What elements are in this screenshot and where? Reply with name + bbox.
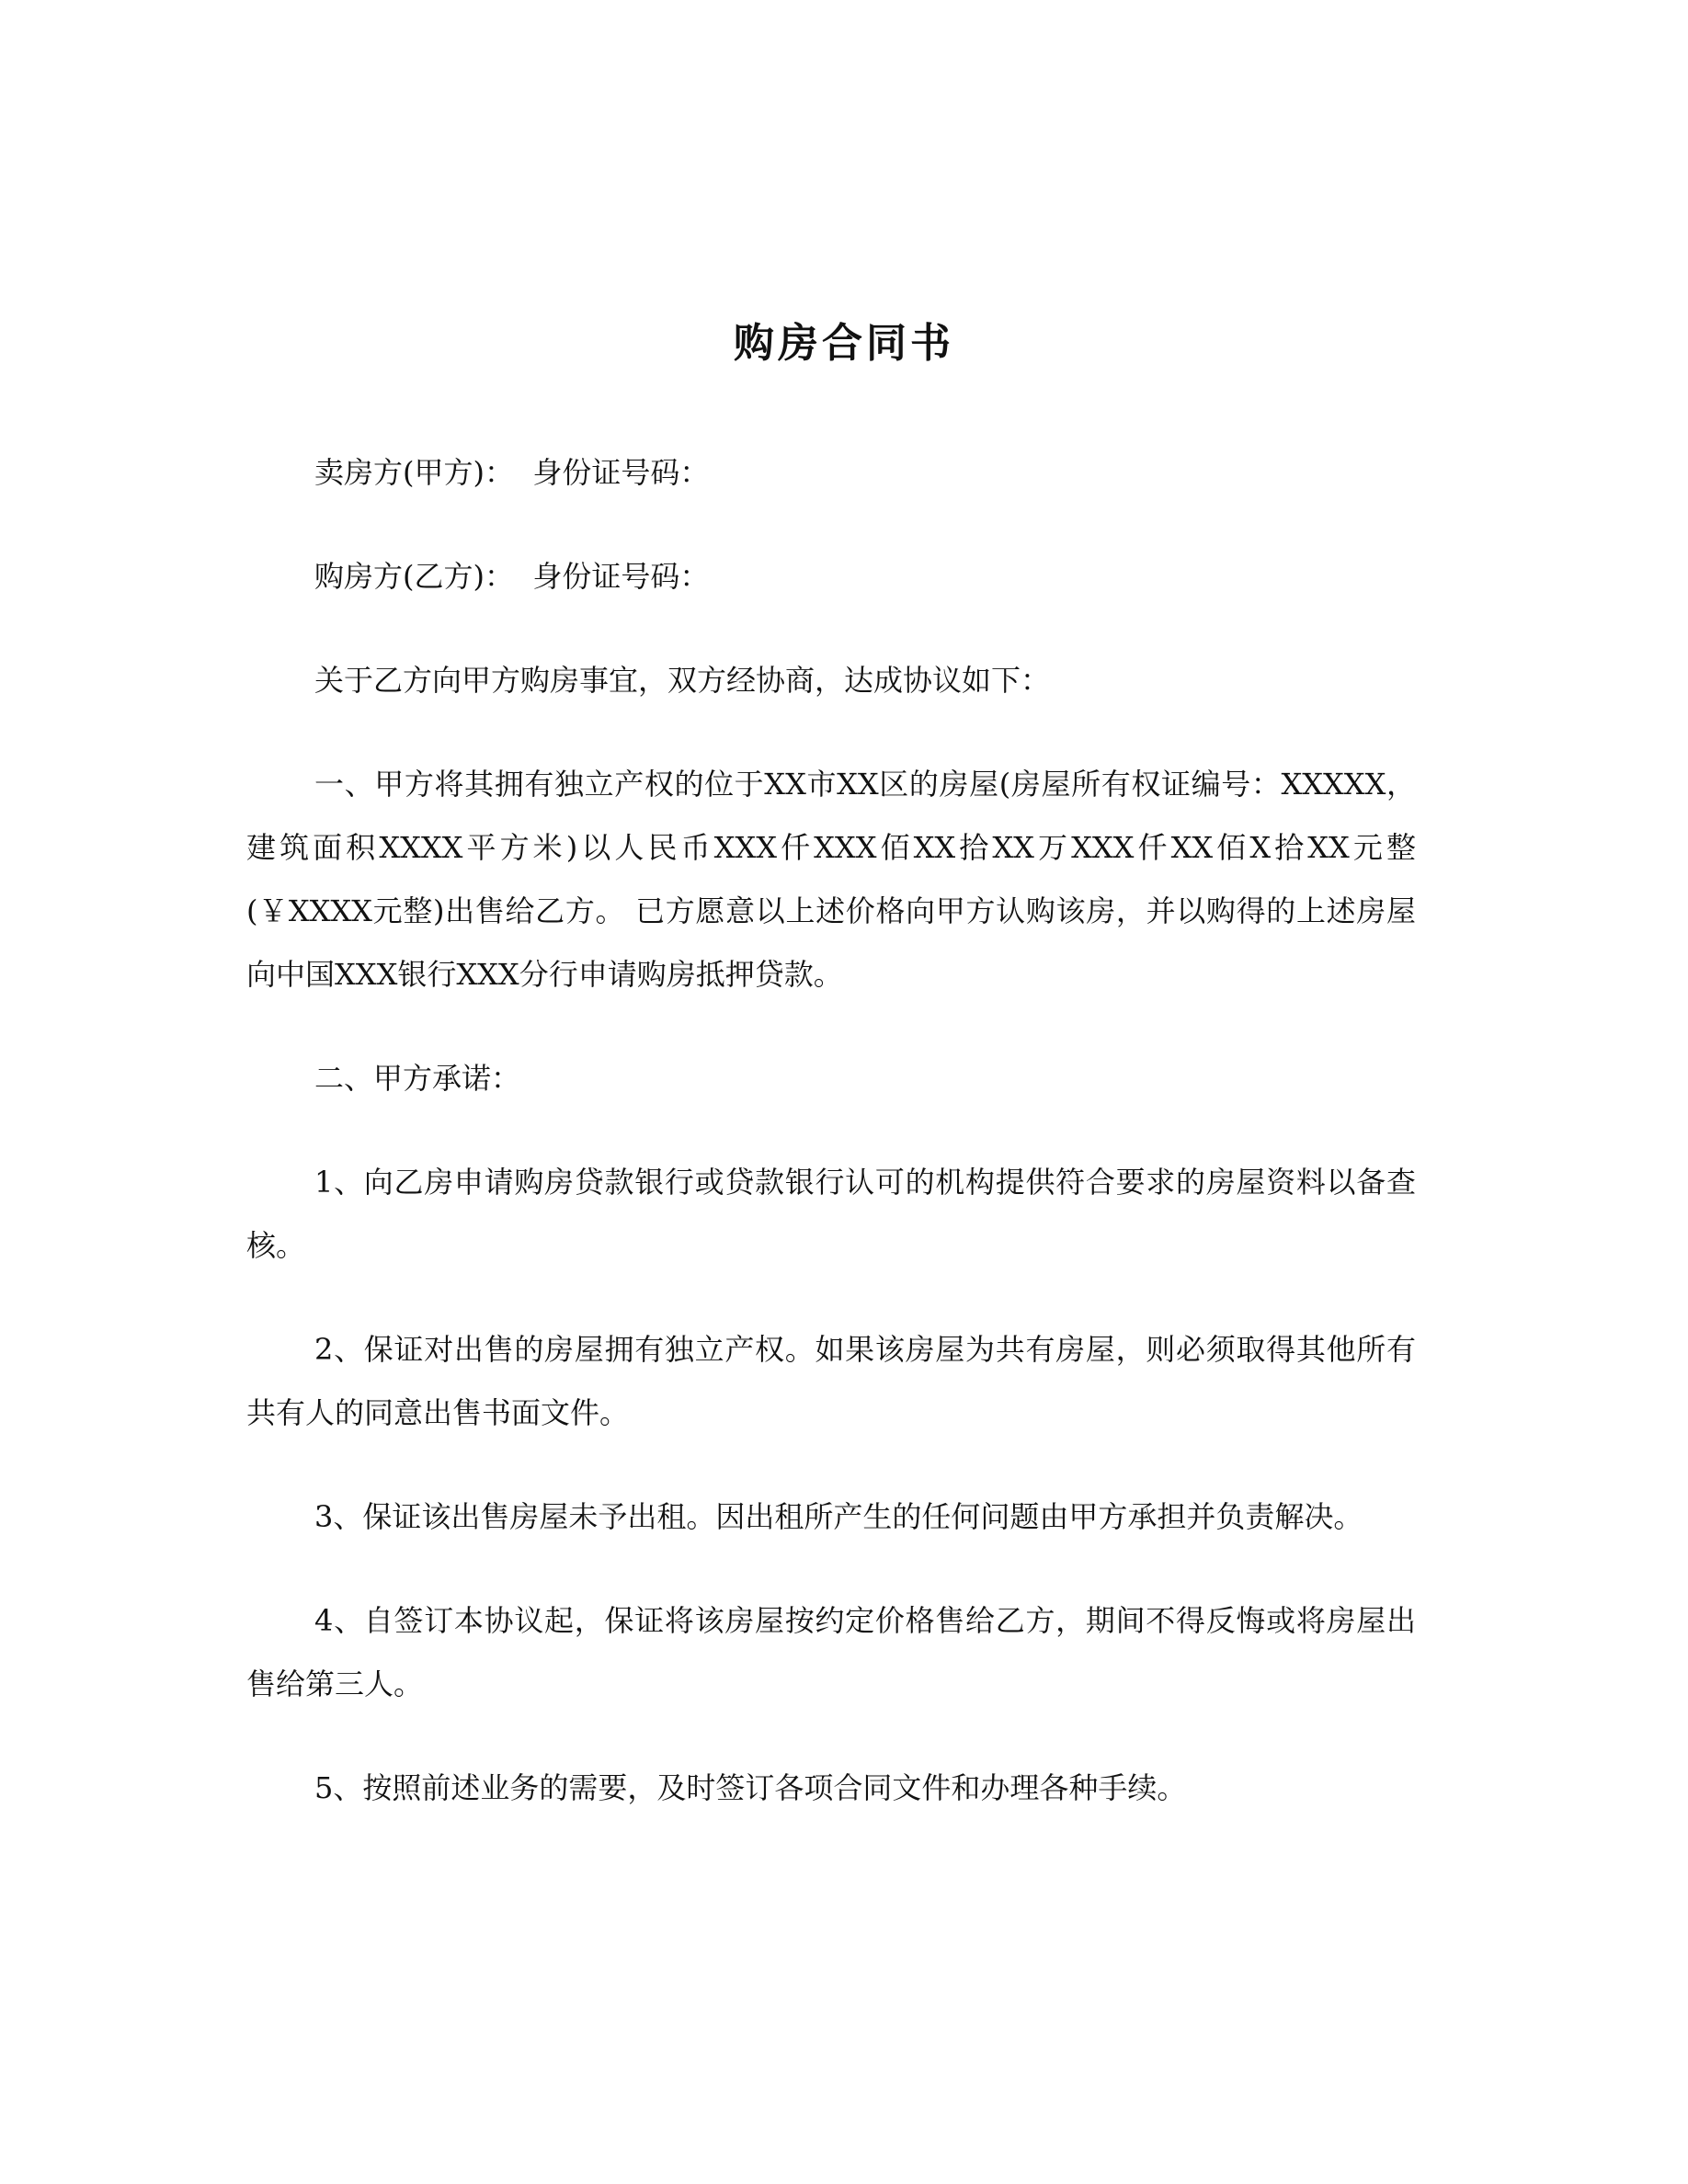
document-body xyxy=(246,441,1416,1860)
clause-two-heading: 二、甲方承诺： xyxy=(314,1061,521,1096)
document-title: 购房合同书 xyxy=(734,320,954,367)
commitment-4: 4、自签订本协议起，保证将该房屋按约定价格售给乙方，期间不得反悔或将房屋出售给第三人。 xyxy=(246,1603,1416,1701)
seller-line: 卖房方(甲方)： 身份证号码： xyxy=(314,455,710,490)
commitment-5: 5、按照前述业务的需要，及时签订各项合同文件和办理各种手续。 xyxy=(314,1770,1187,1805)
commitment-1: 1、向乙房申请购房贷款银行或贷款银行认可的机构提供符合要求的房屋资料以备查核。 xyxy=(246,1165,1416,1263)
commitment-2: 2、保证对出售的房屋拥有独立产权。如果该房屋为共有房屋，则必须取得其他所有共有人的同意出售书面文件。 xyxy=(246,1332,1416,1430)
clause-one: 一、甲方将其拥有独立产权的位于XX市XX区的房屋(房屋所有权证编号：XXXXX，建筑面积XXXX平方米)以人民币XXX仟XXX佰XX拾XX万XXX仟XX佰X拾XX元整(￥XXXX元整)出售给乙方。 已方愿意以上述价格向甲方认购该房，并以购得的上述房屋向中国XXX银行XXX分行申请购房抵押贷款。 xyxy=(246,767,1416,992)
buyer-line: 购房方(乙方)： 身份证号码： xyxy=(314,559,710,594)
commitment-3: 3、保证该出售房屋未予出租。因出租所产生的任何问题由甲方承担并负责解决。 xyxy=(314,1499,1363,1534)
agreement-intro: 关于乙方向甲方购房事宜，双方经协商，达成协议如下： xyxy=(314,663,1051,698)
